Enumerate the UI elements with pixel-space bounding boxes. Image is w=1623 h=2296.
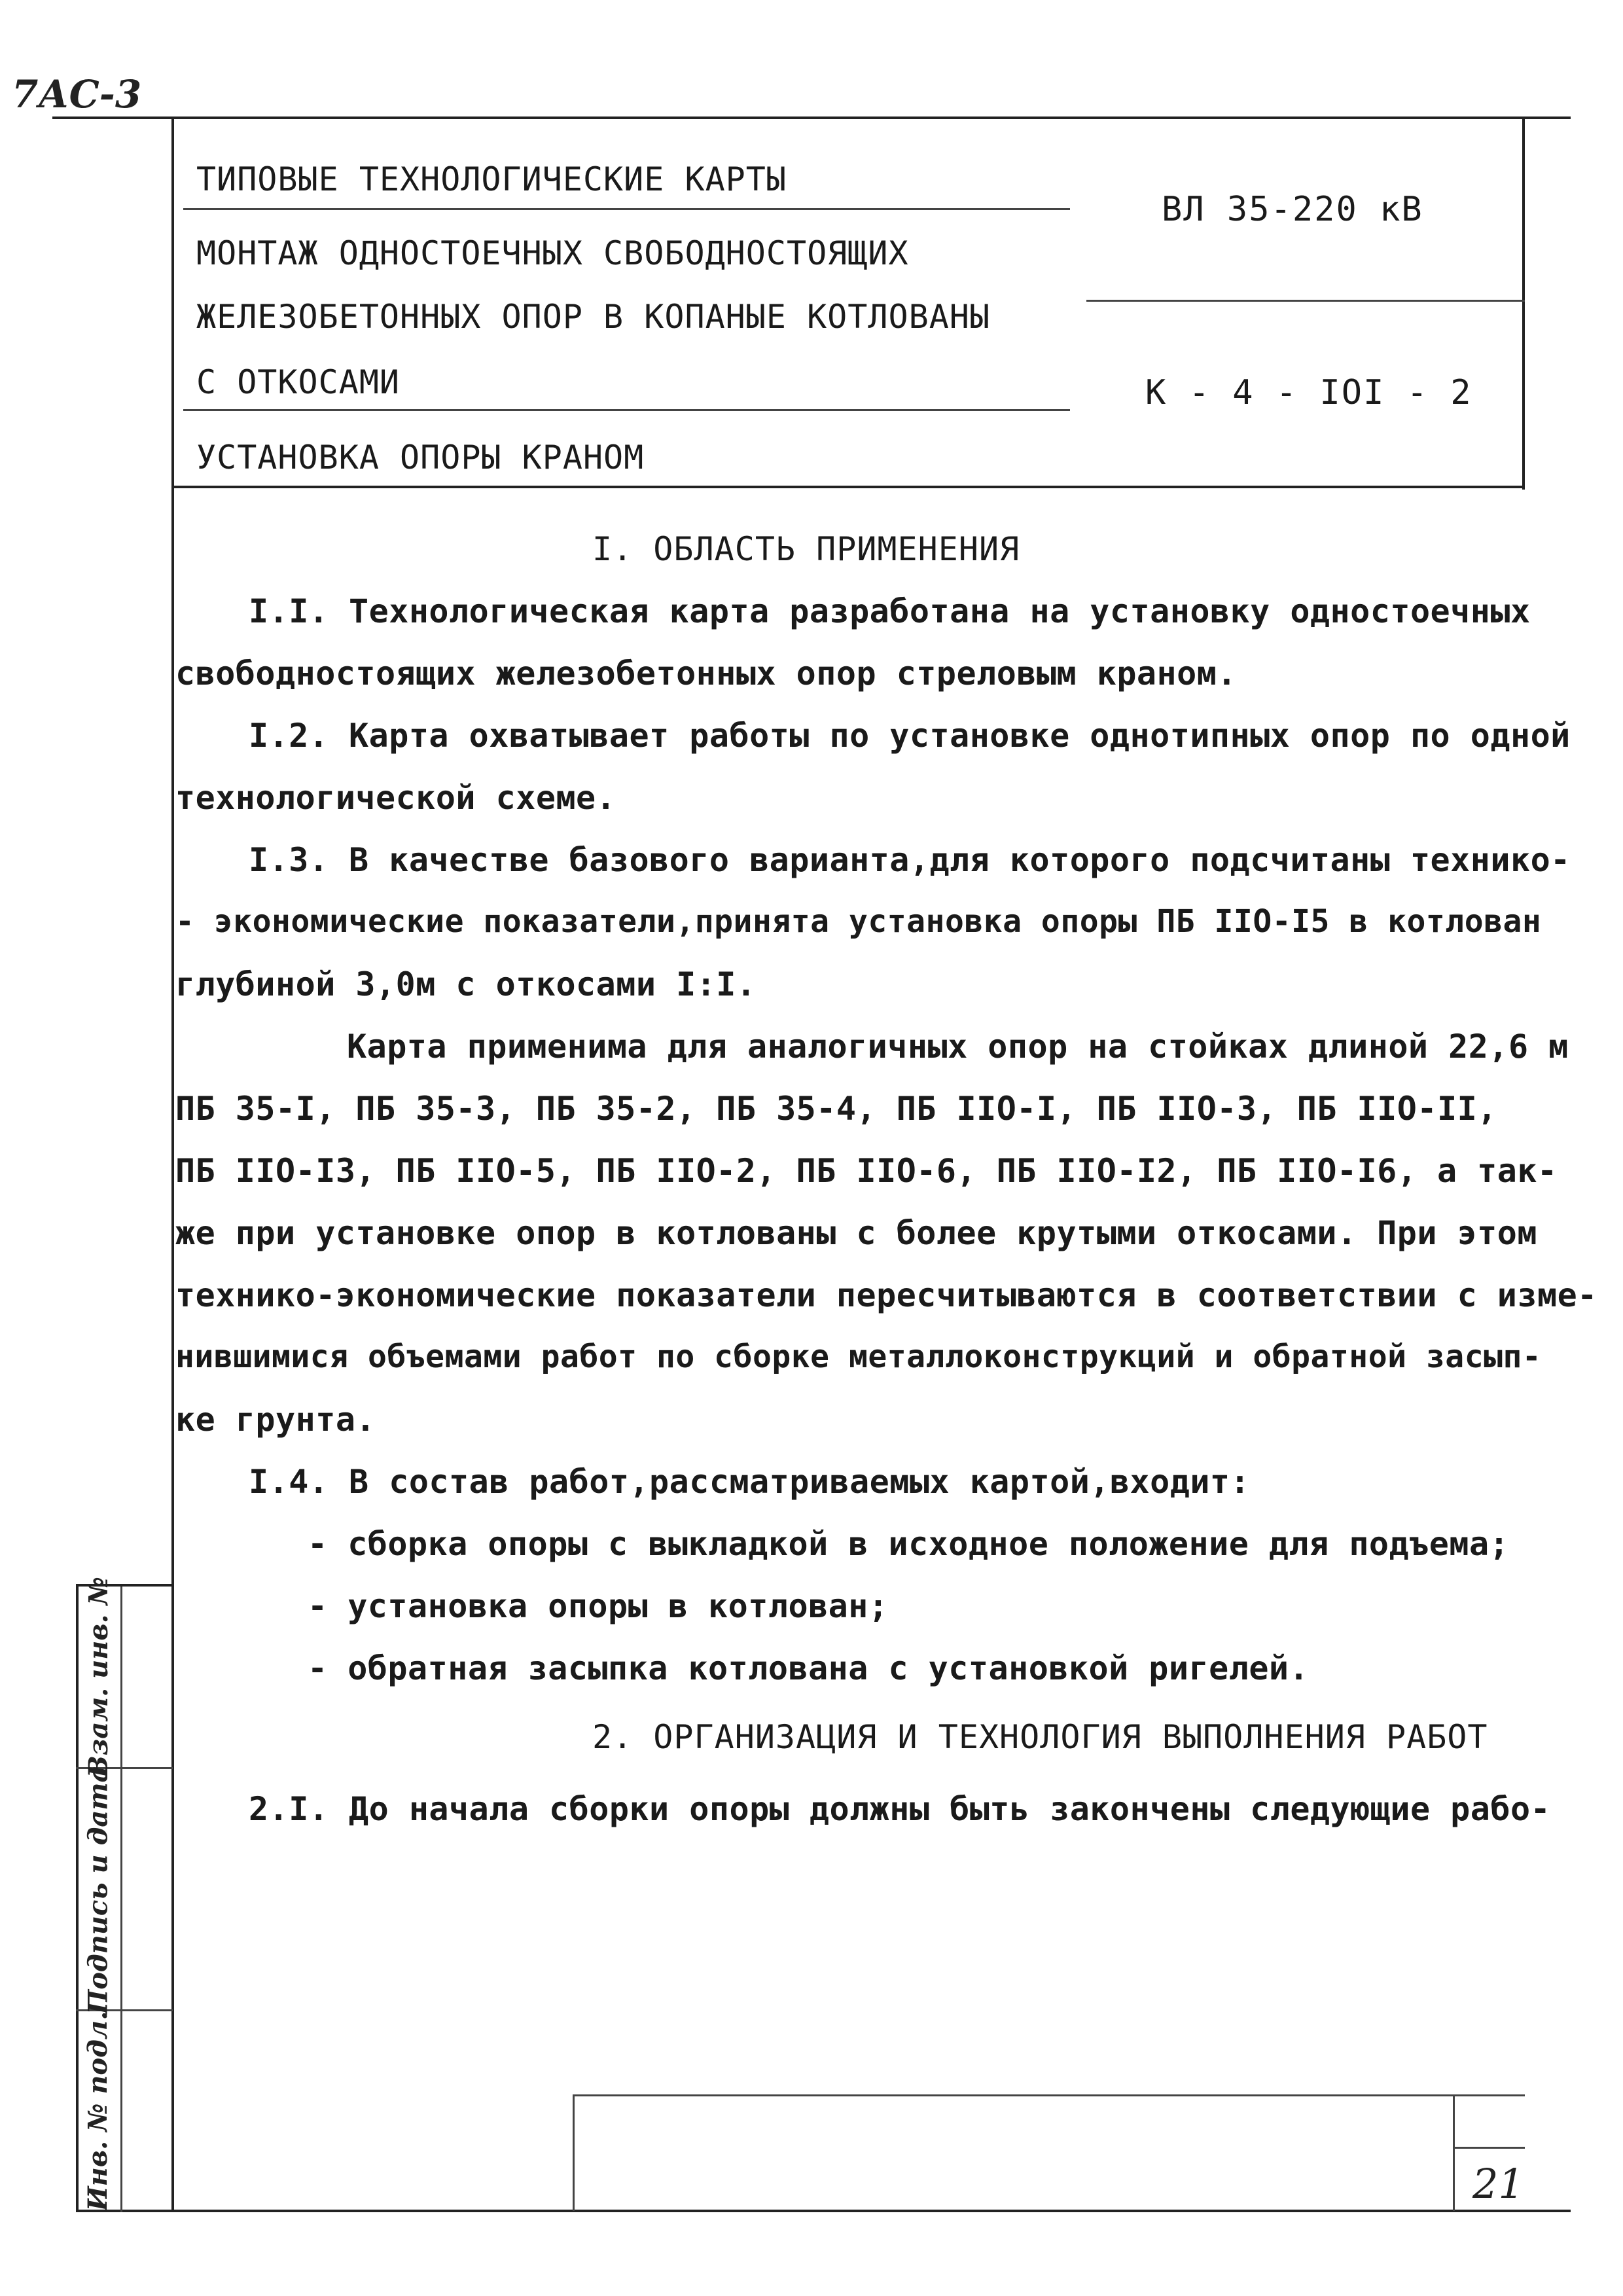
frame-bottom-line: [77, 2210, 1571, 2212]
paragraph-line: I.2. Карта охватывает работы по установке однотипных опор по одной: [249, 717, 1571, 755]
paragraph-line: нившимися объемами работ по сборке металлоконструкций и обратной засып-: [175, 1338, 1542, 1375]
stamp-label: Инв. № подл.: [82, 2011, 114, 2211]
paragraph-line: технико-экономические показатели пересчитываются в соответствии с изме-: [175, 1276, 1597, 1314]
frame-top-line: [52, 117, 1571, 119]
header-divider-2: [183, 409, 1070, 411]
paragraph-line: - экономические показатели,принята установка опоры ПБ IIO-I5 в котлован: [175, 903, 1542, 940]
card-code: К - 4 - IOI - 2: [1145, 373, 1472, 412]
page-cell-left-line: [1453, 2094, 1455, 2211]
paragraph-line: I.I. Технологическая карта разработана на установку одностоечных: [249, 592, 1531, 630]
voltage-code: ВЛ 35-220 кВ: [1162, 190, 1423, 229]
list-item: - установка опоры в котлован;: [308, 1587, 889, 1625]
paragraph-line: I.3. В качестве базового варианта,для которого подсчитаны технико-: [249, 841, 1571, 879]
frame-left-line: [171, 117, 174, 2212]
header-right-divider: [1086, 300, 1525, 302]
stamp-label: Взам. инв. №: [82, 1576, 114, 1778]
section-2-heading: 2. ОРГАНИЗАЦИЯ И ТЕХНОЛОГИЯ ВЫПОЛНЕНИЯ РАБОТ: [592, 1718, 1488, 1756]
header-title-1: ТИПОВЫЕ ТЕХНОЛОГИЧЕСКИЕ КАРТЫ: [196, 160, 787, 198]
paragraph-line: же при установке опор в котлованы с более крутыми откосами. При этом: [175, 1214, 1537, 1252]
paragraph-line: свободностоящих железобетонных опор стреловым краном.: [175, 655, 1237, 692]
header-bottom-line: [171, 486, 1525, 488]
paragraph-line: 2.I. До начала сборки опоры должны быть закончены следующие рабо-: [249, 1790, 1551, 1828]
header-title-5: УСТАНОВКА ОПОРЫ КРАНОМ: [196, 439, 645, 476]
paragraph-line: ПБ 35-I, ПБ 35-3, ПБ 35-2, ПБ 35-4, ПБ IIO-I, ПБ IIO-3, ПБ IIO-II,: [175, 1090, 1497, 1128]
paragraph-line: глубиной 3,0м с откосами I:I.: [175, 965, 757, 1003]
section-1-heading: I. ОБЛАСТЬ ПРИМЕНЕНИЯ: [592, 530, 1020, 568]
paragraph-line: I.4. В состав работ,рассматриваемых картой,входит:: [249, 1463, 1251, 1501]
corner-mark: 7АС-3: [12, 72, 142, 117]
stamp-cell-inventory: [77, 2012, 119, 2210]
page-number: 21: [1472, 2160, 1524, 2208]
paragraph-line: ке грунта.: [175, 1401, 376, 1439]
stamp-label: Подпись и дата: [82, 1765, 114, 2015]
stamp-cell-replacement: [77, 1576, 119, 1778]
title-block-top-line: [573, 2094, 1525, 2096]
paragraph-line: Карта применима для аналогичных опор на стойках длиной 22,6 м: [347, 1028, 1569, 1066]
stamp-cell-signature: [77, 1765, 119, 2015]
title-block-left-line: [573, 2094, 575, 2211]
list-item: - сборка опоры с выкладкой в исходное положение для подъема;: [308, 1525, 1510, 1563]
paragraph-line: технологической схеме.: [175, 779, 616, 817]
page-cell-divider: [1453, 2147, 1525, 2149]
header-title-3: ЖЕЛЕЗОБЕТОННЫХ ОПОР В КОПАНЫЕ КОТЛОВАНЫ: [196, 298, 990, 336]
list-item: - обратная засыпка котлована с установкой ригелей.: [308, 1649, 1310, 1687]
header-title-4: С ОТКОСАМИ: [196, 363, 401, 401]
stamp-inner-line: [120, 1584, 122, 2212]
header-title-2: МОНТАЖ ОДНОСТОЕЧНЫХ СВОБОДНОСТОЯЩИХ: [196, 234, 909, 272]
paragraph-line: ПБ IIO-I3, ПБ IIO-5, ПБ IIO-2, ПБ IIO-6, ПБ IIO-I2, ПБ IIO-I6, а так-: [175, 1152, 1558, 1190]
header-divider-1: [183, 208, 1070, 210]
frame-right-line: [1522, 117, 1525, 490]
